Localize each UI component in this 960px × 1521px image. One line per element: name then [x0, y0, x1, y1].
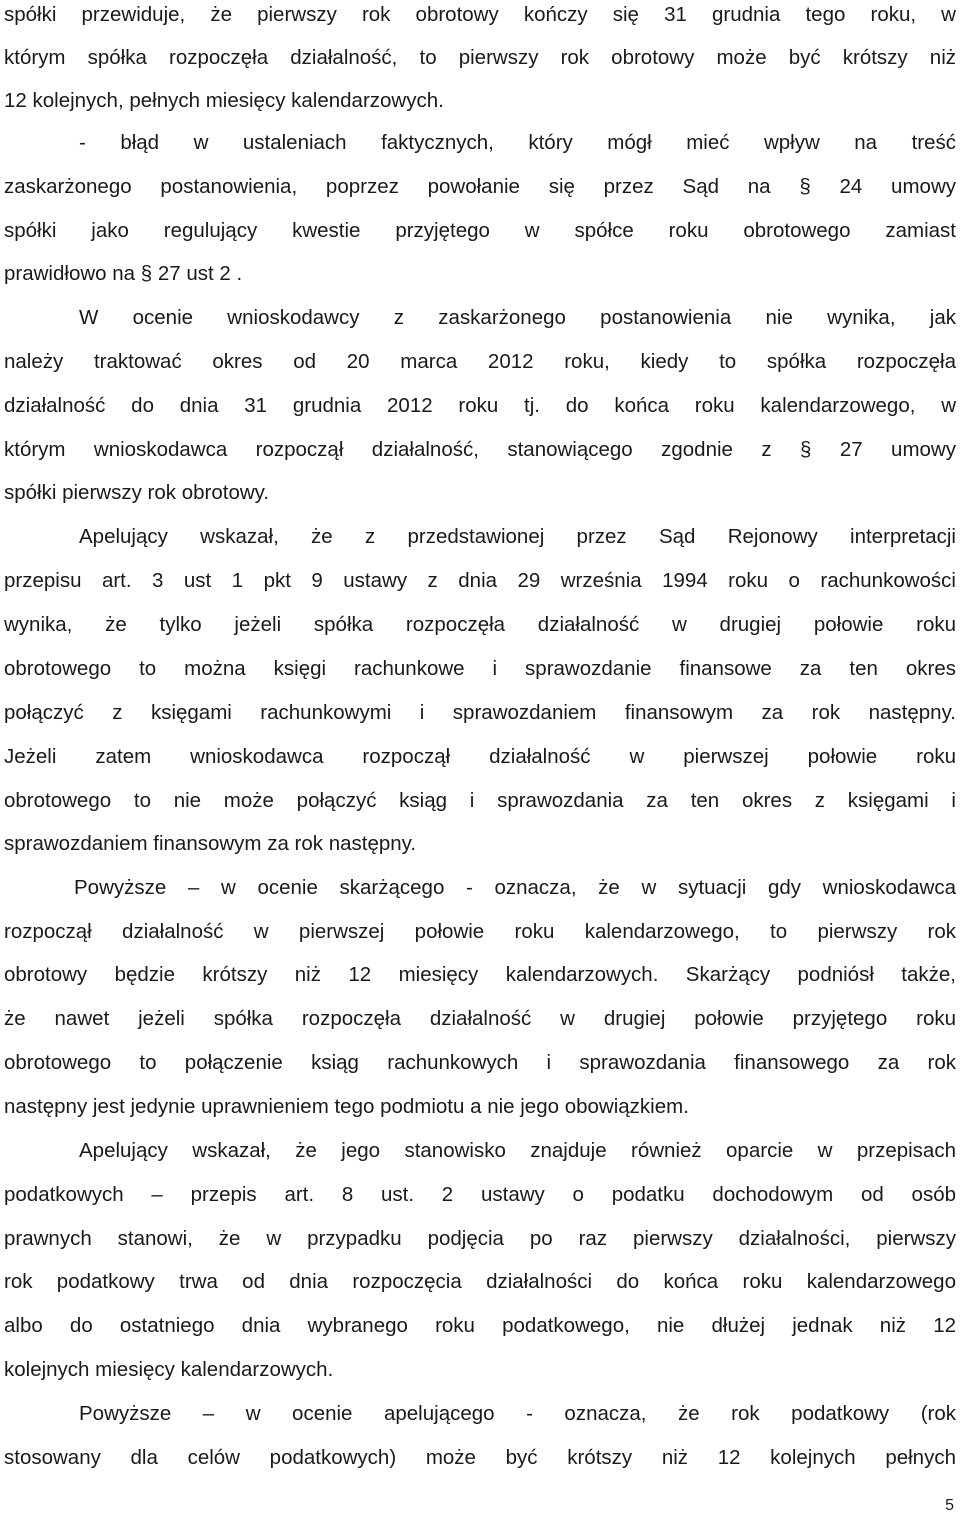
text-line: wynika, że tylko jeżeli spółka rozpoczęła działalność w drugiej połowie roku — [4, 613, 956, 636]
text-line: spółki jako regulujący kwestie przyjętego w spółce roku obrotowego zamiast — [4, 219, 956, 242]
text-line: Powyższe – w ocenie apelującego - oznacza, że rok podatkowy (rok — [79, 1402, 956, 1425]
text-line: że nawet jeżeli spółka rozpoczęła działalność w drugiej połowie przyjętego roku — [4, 1007, 956, 1030]
text-line: 12 kolejnych, pełnych miesięcy kalendarzowych. — [4, 89, 444, 112]
text-line: następny jest jedynie uprawnieniem tego podmiotu a nie jego obowiązkiem. — [4, 1095, 689, 1118]
text-line: Jeżeli zatem wnioskodawca rozpoczął działalność w pierwszej połowie roku — [4, 745, 956, 768]
text-line: przepisu art. 3 ust 1 pkt 9 ustawy z dnia 29 września 1994 roku o rachunkowości — [4, 569, 956, 592]
text-line: obrotowego to połączenie ksiąg rachunkowych i sprawozdania finansowego za rok — [4, 1051, 956, 1074]
text-line: rozpoczął działalność w pierwszej połowie roku kalendarzowego, to pierwszy rok — [4, 920, 956, 943]
text-line: prawnych stanowi, że w przypadku podjęcia po raz pierwszy działalności, pierwszy — [4, 1227, 956, 1250]
text-line: obrotowy będzie krótszy niż 12 miesięcy kalendarzowych. Skarżący podniósł także, — [4, 963, 956, 986]
text-line: prawidłowo na § 27 ust 2 . — [4, 262, 243, 285]
text-line: albo do ostatniego dnia wybranego roku podatkowego, nie dłużej jednak niż 12 — [4, 1314, 956, 1337]
text-line: rok podatkowy trwa od dnia rozpoczęcia działalności do końca roku kalendarzowego — [4, 1270, 956, 1293]
text-line: działalność do dnia 31 grudnia 2012 roku tj. do końca roku kalendarzowego, w — [4, 394, 956, 417]
text-line: W ocenie wnioskodawcy z zaskarżonego postanowienia nie wynika, jak — [79, 306, 956, 329]
text-line: należy traktować okres od 20 marca 2012 roku, kiedy to spółka rozpoczęła — [4, 350, 956, 373]
text-line: podatkowych – przepis art. 8 ust. 2 ustawy o podatku dochodowym od osób — [4, 1183, 956, 1206]
text-line: którym spółka rozpoczęła działalność, to pierwszy rok obrotowy może być krótszy niż — [4, 46, 956, 69]
text-line: sprawozdaniem finansowym za rok następny. — [4, 832, 417, 855]
text-line: obrotowego to nie może połączyć ksiąg i sprawozdania za ten okres z księgami i — [4, 789, 956, 812]
text-line: Powyższe – w ocenie skarżącego - oznacza, że w sytuacji gdy wnioskodawca — [74, 876, 956, 899]
text-line: spółki pierwszy rok obrotowy. — [4, 481, 270, 504]
text-line: Apelujący wskazał, że z przedstawionej przez Sąd Rejonowy interpretacji — [79, 525, 956, 548]
text-line: kolejnych miesięcy kalendarzowych. — [4, 1358, 334, 1381]
page-number: 5 — [945, 1497, 954, 1514]
text-line: stosowany dla celów podatkowych) może być krótszy niż 12 kolejnych pełnych — [4, 1446, 956, 1469]
text-line: którym wnioskodawca rozpoczął działalność, stanowiącego zgodnie z § 27 umowy — [4, 438, 956, 461]
text-line: spółki przewiduje, że pierwszy rok obrotowy kończy się 31 grudnia tego roku, w — [4, 3, 956, 26]
text-line: obrotowego to można księgi rachunkowe i sprawozdanie finansowe za ten okres — [4, 657, 956, 680]
text-line: Apelujący wskazał, że jego stanowisko znajduje również oparcie w przepisach — [79, 1139, 956, 1162]
text-line: - błąd w ustaleniach faktycznych, który mógł mieć wpływ na treść — [79, 131, 956, 154]
text-line: połączyć z księgami rachunkowymi i sprawozdaniem finansowym za rok następny. — [4, 701, 956, 724]
text-line: zaskarżonego postanowienia, poprzez powołanie się przez Sąd na § 24 umowy — [4, 175, 956, 198]
